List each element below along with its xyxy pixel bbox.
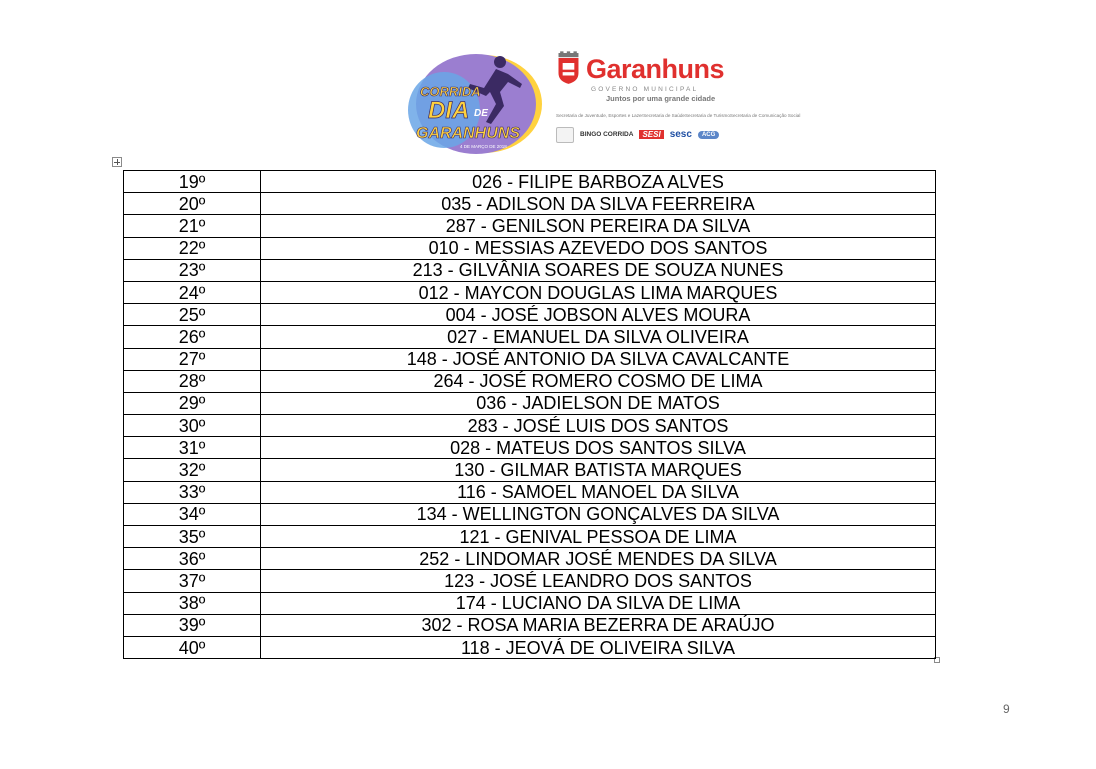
event-logo — [400, 52, 548, 156]
sponsor-bingo: BINGO CORRIDA — [580, 131, 634, 138]
position-cell: 28º — [124, 370, 261, 392]
table-row — [124, 437, 936, 459]
table-row — [124, 259, 936, 281]
secretariats — [556, 113, 801, 119]
runner-cell: 035 - ADILSON DA SILVA FEERREIRA — [261, 193, 936, 215]
secretariat: Secretaria de Saúde — [643, 113, 685, 118]
sponsor-acg: ACG — [698, 131, 719, 139]
runner-cell: 252 - LINDOMAR JOSÉ MENDES DA SILVA — [261, 548, 936, 570]
position-cell: 35º — [124, 526, 261, 548]
table-row — [124, 237, 936, 259]
position-cell: 31º — [124, 437, 261, 459]
position-cell: 34º — [124, 503, 261, 525]
position-cell: 20º — [124, 193, 261, 215]
table-row — [124, 392, 936, 414]
government-name: Garanhuns — [585, 54, 724, 84]
table-row — [124, 193, 936, 215]
runner-cell: 174 - LUCIANO DA SILVA DE LIMA — [261, 592, 936, 614]
table-row — [124, 281, 936, 303]
position-cell: 38º — [124, 592, 261, 614]
runner-cell: 283 - JOSÉ LUIS DOS SANTOS — [261, 415, 936, 437]
position-cell: 36º — [124, 548, 261, 570]
results-table — [123, 170, 936, 659]
table-row — [124, 592, 936, 614]
crest-mini-icon — [556, 127, 574, 143]
table-row — [124, 459, 936, 481]
runner-cell: 118 - JEOVÁ DE OLIVEIRA SILVA — [261, 636, 936, 658]
runner-cell: 004 - JOSÉ JOBSON ALVES MOURA — [261, 304, 936, 326]
position-cell: 29º — [124, 392, 261, 414]
government-subtitle: GOVERNO MUNICIPAL — [591, 86, 699, 93]
runner-cell: 130 - GILMAR BATISTA MARQUES — [261, 459, 936, 481]
table-row — [124, 526, 936, 548]
table-row — [124, 614, 936, 636]
secretariat: Secretaria de Turismo — [684, 113, 730, 118]
position-cell: 37º — [124, 570, 261, 592]
svg-text:GARANHUNS: GARANHUNS — [416, 125, 520, 142]
government-slogan: Juntos por uma grande cidade — [606, 94, 716, 103]
runner-cell: 264 - JOSÉ ROMERO COSMO DE LIMA — [261, 370, 936, 392]
position-cell: 22º — [124, 237, 261, 259]
runner-cell: 010 - MESSIAS AZEVEDO DOS SANTOS — [261, 237, 936, 259]
runner-cell: 123 - JOSÉ LEANDRO DOS SANTOS — [261, 570, 936, 592]
table-row — [124, 636, 936, 658]
position-cell: 33º — [124, 481, 261, 503]
table-row — [124, 503, 936, 525]
runner-cell: 036 - JADIELSON DE MATOS — [261, 392, 936, 414]
government-logo — [556, 48, 801, 156]
runner-cell: 287 - GENILSON PEREIRA DA SILVA — [261, 215, 936, 237]
table-row — [124, 548, 936, 570]
svg-text:DIA: DIA — [428, 97, 470, 124]
position-cell: 39º — [124, 614, 261, 636]
table-row — [124, 326, 936, 348]
table-row — [124, 570, 936, 592]
sponsor-sesc: sesc — [669, 129, 692, 140]
table-row — [124, 370, 936, 392]
position-cell: 32º — [124, 459, 261, 481]
table-row — [124, 171, 936, 193]
position-cell: 19º — [124, 171, 261, 193]
table-row — [124, 304, 936, 326]
runner-cell: 116 - SAMOEL MANOEL DA SILVA — [261, 481, 936, 503]
secretariat: Secretaria de Juventude, Esportes e Lazer — [556, 113, 644, 118]
table-row — [124, 348, 936, 370]
svg-text:4 DE MARÇO DE 2018: 4 DE MARÇO DE 2018 — [460, 144, 507, 149]
runner-cell: 121 - GENIVAL PESSOA DE LIMA — [261, 526, 936, 548]
sponsor-sesi: SESI — [639, 130, 663, 139]
position-cell: 27º — [124, 348, 261, 370]
table-row — [124, 215, 936, 237]
runner-cell: 302 - ROSA MARIA BEZERRA DE ARAÚJO — [261, 614, 936, 636]
table-move-handle[interactable] — [112, 157, 122, 167]
secretariat: Secretaria de Comunicação Social — [729, 113, 801, 118]
position-cell: 25º — [124, 304, 261, 326]
runner-cell: 026 - FILIPE BARBOZA ALVES — [261, 171, 936, 193]
runner-cell: 012 - MAYCON DOUGLAS LIMA MARQUES — [261, 281, 936, 303]
runner-cell: 028 - MATEUS DOS SANTOS SILVA — [261, 437, 936, 459]
position-cell: 30º — [124, 415, 261, 437]
position-cell: 21º — [124, 215, 261, 237]
runner-cell: 027 - EMANUEL DA SILVA OLIVEIRA — [261, 326, 936, 348]
position-cell: 40º — [124, 636, 261, 658]
position-cell: 24º — [124, 281, 261, 303]
runner-cell: 148 - JOSÉ ANTONIO DA SILVA CAVALCANTE — [261, 348, 936, 370]
crest-icon — [556, 48, 581, 88]
table-row — [124, 415, 936, 437]
position-cell: 26º — [124, 326, 261, 348]
results-table-body — [124, 171, 936, 659]
svg-text:DE: DE — [474, 108, 488, 119]
position-cell: 23º — [124, 259, 261, 281]
table-row — [124, 481, 936, 503]
runner-cell: 213 - GILVÂNIA SOARES DE SOUZA NUNES — [261, 259, 936, 281]
sponsors — [556, 127, 724, 143]
page-number: 9 — [1003, 702, 1010, 716]
svg-text:CORRIDA: CORRIDA — [420, 84, 481, 99]
runner-cell: 134 - WELLINGTON GONÇALVES DA SILVA — [261, 503, 936, 525]
